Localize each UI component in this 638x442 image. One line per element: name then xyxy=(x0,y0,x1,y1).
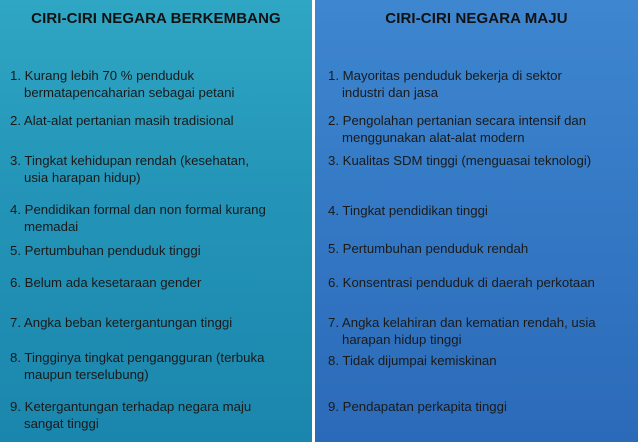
developing-column-title: CIRI-CIRI NEGARA BERKEMBANG xyxy=(31,9,281,27)
developed-item-8 xyxy=(328,353,632,370)
item-line-continued: memadai xyxy=(24,218,79,234)
developed-item-3 xyxy=(328,153,632,170)
developed-column-title: CIRI-CIRI NEGARA MAJU xyxy=(385,9,568,27)
developed-item-9 xyxy=(328,399,632,416)
developed-item-6 xyxy=(328,275,632,292)
item-line: 6. Konsentrasi penduduk di daerah perkotaan xyxy=(328,275,595,290)
item-line: 7. Angka kelahiran dan kematian rendah, usia xyxy=(328,315,596,330)
item-line: 6. Belum ada kesetaraan gender xyxy=(10,275,202,290)
item-line-continued: harapan hidup tinggi xyxy=(342,331,462,347)
developing-item-9 xyxy=(10,399,309,432)
developing-item-7 xyxy=(10,315,309,332)
item-line-continued: usia harapan hidup) xyxy=(24,169,141,185)
item-line: 5. Pertumbuhan penduduk rendah xyxy=(328,241,529,256)
developing-countries-column xyxy=(0,0,315,442)
developed-item-7 xyxy=(328,315,632,348)
developed-item-2 xyxy=(328,113,632,146)
developing-item-1 xyxy=(10,68,309,101)
item-line-continued: bermatapencaharian sebagai petani xyxy=(24,84,235,100)
item-line-continued: sangat tinggi xyxy=(24,415,99,431)
developing-item-6 xyxy=(10,275,309,292)
item-line: 7. Angka beban ketergantungan tinggi xyxy=(10,315,233,330)
item-line: 5. Pertumbuhan penduduk tinggi xyxy=(10,243,201,258)
item-line: 3. Kualitas SDM tinggi (menguasai teknologi) xyxy=(328,153,592,168)
item-line: 2. Alat-alat pertanian masih tradisional xyxy=(10,113,234,128)
item-line: 3. Tingkat kehidupan rendah (kesehatan, xyxy=(10,153,250,168)
developed-item-4 xyxy=(328,203,632,220)
developed-countries-column xyxy=(315,0,638,442)
developing-item-3 xyxy=(10,153,309,186)
developed-item-1 xyxy=(328,68,632,101)
developing-item-2 xyxy=(10,113,309,130)
item-line-continued: industri dan jasa xyxy=(342,84,439,100)
item-line: 8. Tidak dijumpai kemiskinan xyxy=(328,353,497,368)
developing-item-5 xyxy=(10,243,309,260)
item-line: 1. Mayoritas penduduk bekerja di sektor xyxy=(328,68,562,83)
item-line: 2. Pengolahan pertanian secara intensif dan xyxy=(328,113,587,128)
item-line: 4. Tingkat pendidikan tinggi xyxy=(328,203,488,218)
item-line: 9. Pendapatan perkapita tinggi xyxy=(328,399,507,414)
developing-item-8 xyxy=(10,350,309,383)
item-line: 8. Tingginya tingkat pengangguran (terbuka xyxy=(10,350,265,365)
item-line: 9. Ketergantungan terhadap negara maju xyxy=(10,399,252,414)
item-line-continued: menggunakan alat-alat modern xyxy=(342,129,525,145)
developing-item-4 xyxy=(10,202,309,235)
item-line: 1. Kurang lebih 70 % penduduk xyxy=(10,68,195,83)
item-line: 4. Pendidikan formal dan non formal kurang xyxy=(10,202,266,217)
item-line-continued: maupun terselubung) xyxy=(24,366,149,382)
developed-item-5 xyxy=(328,241,632,258)
